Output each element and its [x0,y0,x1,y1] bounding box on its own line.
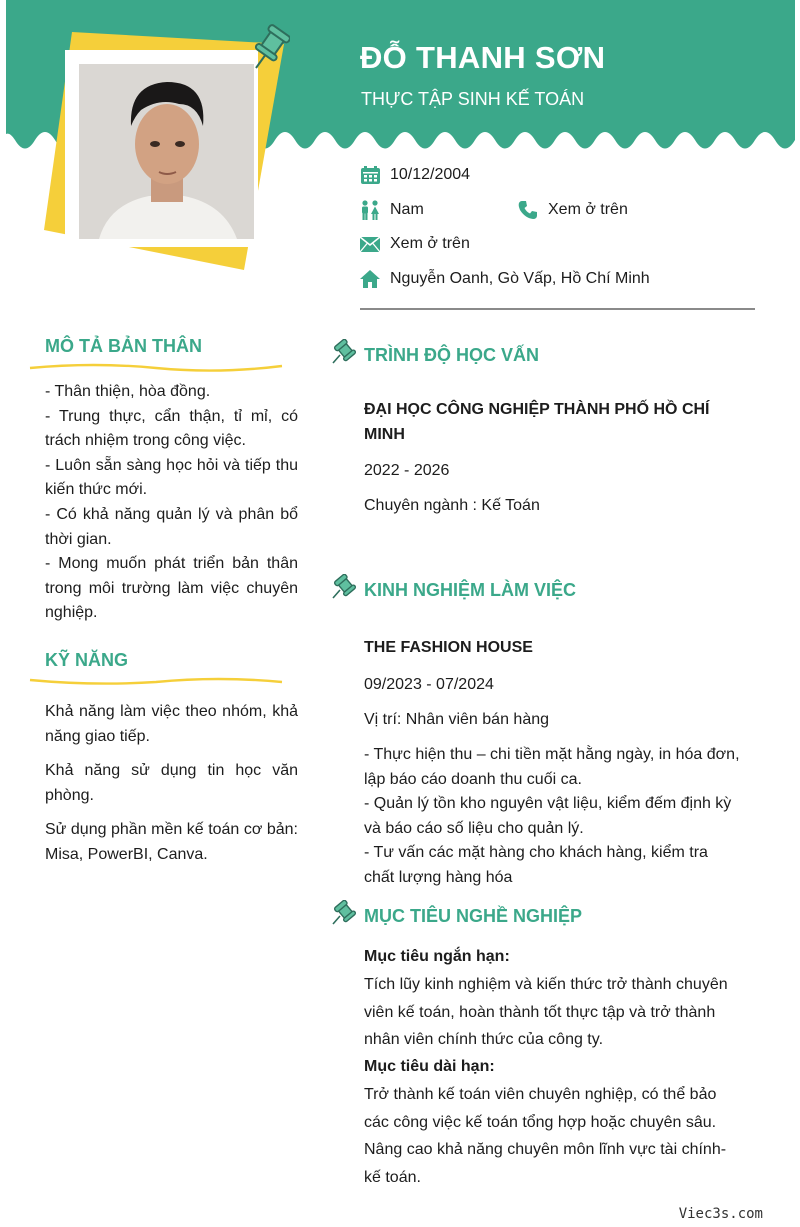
about-line: - Có khả năng quản lý và phân bổ thời gian. [45,505,298,548]
goals-heading [330,906,582,927]
about-line: - Mong muốn phát triển bản thân trong môi trường làm việc chuyên nghiệp. [45,555,298,622]
education-heading [330,345,539,366]
duty-item: - Thực hiện thu – chi tiền mặt hằng ngày, in hóa đơn, lập báo cáo doanh thu cuối ca. [364,746,740,788]
skill-item: Khả năng làm việc theo nhóm, khả năng giao tiếp. [45,703,298,745]
pushpin-icon [330,900,356,926]
pushpin-icon [330,574,356,600]
duty-item: - Quản lý tồn kho nguyên vật liệu, kiểm đếm định kỳ và báo cáo số liệu cho quản lý. [364,795,732,837]
calendar-icon [360,165,380,185]
education-major: Chuyên ngành : Kế Toán [364,497,540,514]
contact-divider [360,308,755,310]
about-line: - Thân thiện, hòa đồng. [45,383,211,400]
candidate-name: ĐỖ THANH SƠN [360,40,606,75]
about-text [45,380,298,626]
mail-icon [360,234,380,254]
company-name: THE FASHION HOUSE [364,639,533,656]
experience-position: Vị trí: Nhân viên bán hàng [364,711,550,728]
skill-item: Sử dụng phần mền kế toán cơ bản: Misa, PowerBI, Canva. [45,821,298,863]
address-row [360,269,650,289]
candidate-job-title: THỰC TẬP SINH KẾ TOÁN [361,89,585,109]
skills-title-underline [28,676,284,688]
gender-value: Nam [390,201,424,218]
phone-value: Xem ở trên [548,201,628,218]
experience-period: 09/2023 - 07/2024 [364,676,494,693]
duty-item: - Tư vấn các mặt hàng cho khách hàng, kiểm tra chất lượng hàng hóa [364,844,708,886]
birthdate-row [360,165,470,185]
school-name: ĐẠI HỌC CÔNG NGHIỆP THÀNH PHỐ HỒ CHÍ MINH [364,401,710,443]
skills-list [45,700,298,878]
about-line: - Luôn sẵn sàng học hỏi và tiếp thu kiến thức mới. [45,456,298,499]
person-portrait-icon [79,64,254,239]
short-goal-text: Tích lũy kinh nghiệm và kiến thức trở thành chuyên viên kế toán, hoàn thành tốt thực tập và trở thành nhân viên chính thức của công ty. [364,976,728,1048]
pushpin-icon [330,339,356,365]
gender-row [360,200,424,220]
education-period: 2022 - 2026 [364,462,450,479]
birthdate-value: 10/12/2004 [390,166,471,183]
about-title: MÔ TẢ BẢN THÂN [45,336,202,356]
about-line: - Trung thực, cẩn thận, tỉ mỉ, có trách nhiệm trong công việc. [45,407,298,450]
home-icon [360,269,380,289]
photo-white-border [65,50,258,247]
watermark: Viec3s.com [678,1206,763,1222]
long-goal-label: Mục tiêu dài hạn: [364,1058,495,1075]
address-value: Nguyễn Oanh, Gò Vấp, Hồ Chí Minh [390,270,650,287]
gender-icon [360,200,380,220]
email-row [360,234,470,254]
pushpin-icon [246,24,290,77]
experience-duties [364,743,740,890]
phone-row [518,200,628,220]
skill-item: Khả năng sử dụng tin học văn phòng. [45,762,298,804]
short-goal-label: Mục tiêu ngắn hạn: [364,948,510,965]
profile-photo [79,64,254,239]
phone-icon [518,200,538,220]
experience-title: KINH NGHIỆM LÀM VIỆC [364,580,577,600]
education-title: TRÌNH ĐỘ HỌC VẤN [364,345,539,365]
email-value: Xem ở trên [390,235,470,252]
about-title-underline [28,362,284,374]
goals-title: MỤC TIÊU NGHỀ NGHIỆP [364,906,583,926]
experience-heading [330,580,576,601]
skills-title: KỸ NĂNG [45,650,129,670]
long-goal-text: Trở thành kế toán viên chuyên nghiệp, có thể bảo các công việc kế toán tổng hợp hoặc chuyên sâu. Nâng cao khả năng chuyên môn lĩnh vực tài chính- kế toán. [364,1086,727,1186]
